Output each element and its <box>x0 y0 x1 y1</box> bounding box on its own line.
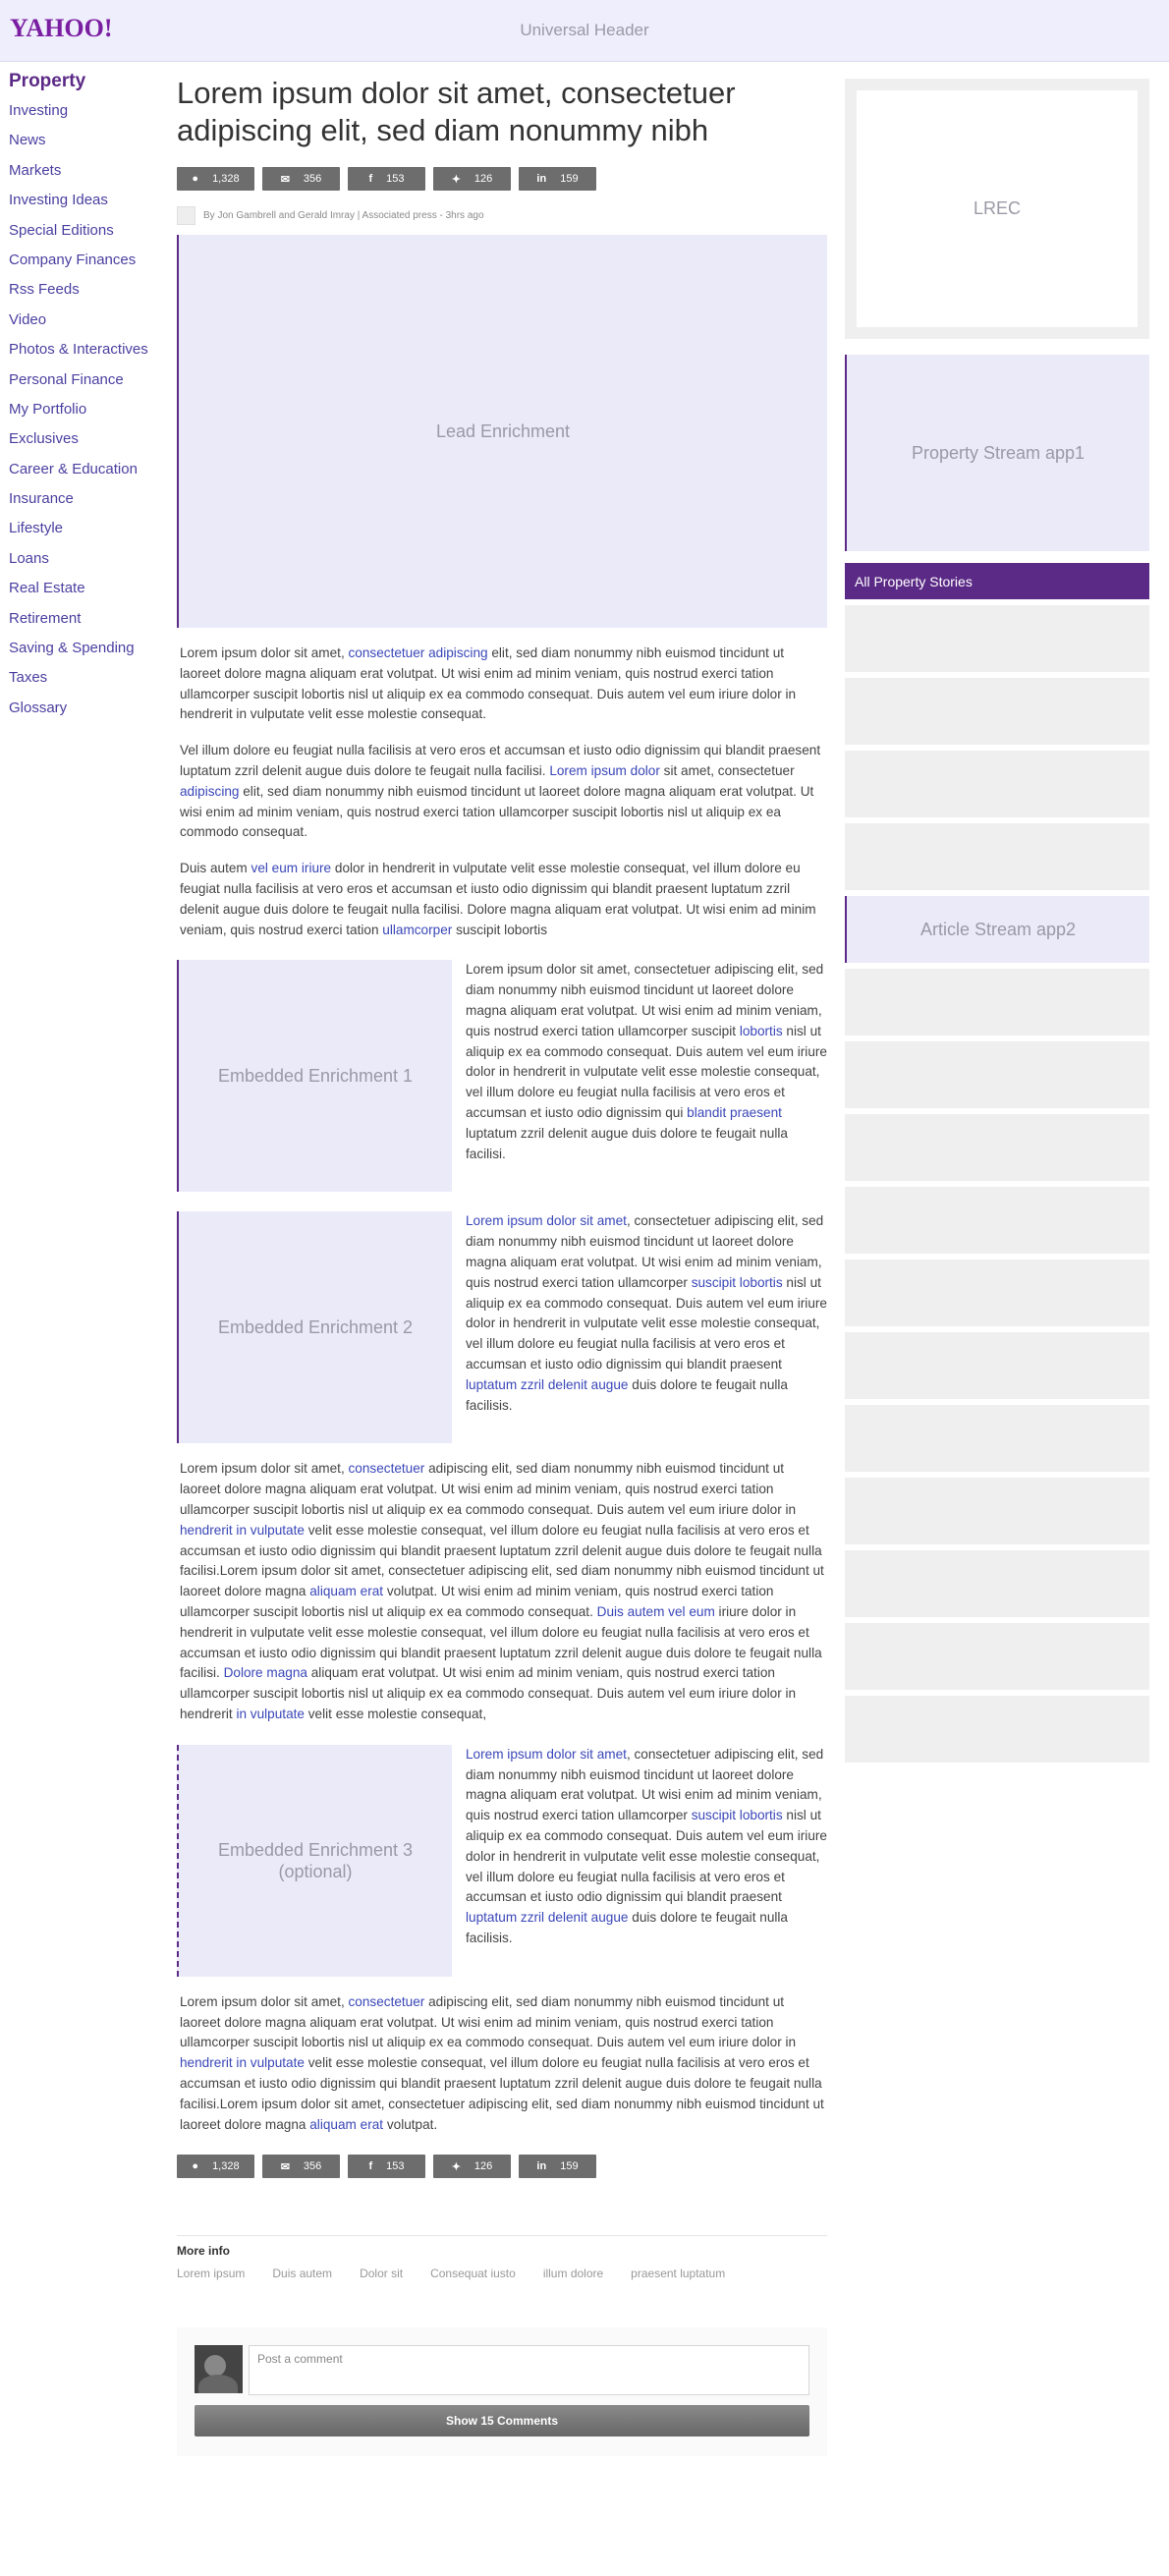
header-title: Universal Header <box>520 21 649 39</box>
byline-text: By Jon Gambrell and Gerald Imray | Associated press - 3hrs ago <box>203 210 484 221</box>
more-info-link[interactable]: illum dolore <box>542 2267 604 2281</box>
right-rail <box>845 79 1149 1763</box>
story-placeholder[interactable] <box>845 751 1149 817</box>
inline-link[interactable]: aliquam erat <box>309 1584 384 1599</box>
nav-item[interactable]: Insurance <box>9 490 74 508</box>
share-bar-bottom <box>177 2155 827 2178</box>
story-placeholder[interactable] <box>845 1041 1149 1108</box>
inline-link[interactable]: Duis autem vel eum <box>596 1603 715 1619</box>
inline-link[interactable]: vel eum iriure <box>250 861 332 876</box>
embed-row-2 <box>177 1211 827 1443</box>
left-nav <box>9 71 166 729</box>
embed-text-2: Lorem ipsum dolor sit amet, consectetuer adipiscing elit, sed diam nonummy nibh euismod tincidunt ut laoreet dolore magna aliquam erat volutpat. Ut wisi enim ad minim veniam, quis nostrud exerci tation ullamcorper suscipit lobortis nisl ut aliquip ex ea commodo consequat. Duis autem vel eum iriure dolor in hendrerit in vulputate velit esse molestie consequat, vel illum dolore eu feugiat nulla facilisis at vero eros et accumsan et iusto odio dignissim qui blandit praesent luptatum zzril delenit augue duis dolore te feugait nulla facilisis. <box>466 1213 827 1413</box>
byline <box>177 206 827 225</box>
linkedin-icon: in <box>536 173 547 185</box>
linkedin-share-button[interactable]: in 159 <box>519 167 596 191</box>
avatar <box>195 2345 243 2393</box>
yahoo-logo[interactable]: YAHOO! <box>10 14 113 42</box>
story-placeholder[interactable] <box>845 605 1149 672</box>
inline-link[interactable]: in vulputate <box>236 1706 305 1721</box>
article-title: Lorem ipsum dolor sit amet, consectetuer adipiscing elit, sed diam nonummy nibh <box>177 76 736 147</box>
twitter-share-button[interactable]: ✦ 126 <box>433 167 511 191</box>
inline-link[interactable]: consectetuer adipiscing <box>348 645 488 660</box>
nav-item[interactable]: Loans <box>9 549 49 567</box>
nav-property-title[interactable]: Property <box>9 71 86 91</box>
email-share-button[interactable]: ✉ 356 <box>262 167 340 191</box>
all-property-stories[interactable]: All Property Stories <box>845 563 1149 599</box>
more-info-link[interactable]: Lorem ipsum <box>177 2267 246 2281</box>
nav-item[interactable]: Photos & Interactives <box>9 341 148 359</box>
more-info <box>177 2235 827 2280</box>
nav-item[interactable]: My Portfolio <box>9 400 87 418</box>
linkedin-share-button[interactable]: in 159 <box>519 2155 596 2178</box>
embed-text-3: Lorem ipsum dolor sit amet, consectetuer adipiscing elit, sed diam nonummy nibh euismod tincidunt ut laoreet dolore magna aliquam erat volutpat. Ut wisi enim ad minim veniam, quis nostrud exerci tation ullamcorper suscipit lobortis nisl ut aliquip ex ea commodo consequat. Duis autem vel eum iriure dolor in hendrerit in vulputate velit esse molestie consequat, vel illum dolore eu feugiat nulla facilisis at vero eros et accumsan et iusto odio dignissim qui blandit praesent luptatum zzril delenit augue duis dolore te feugait nulla facilisis. <box>466 1746 827 1945</box>
story-placeholder[interactable] <box>845 969 1149 1036</box>
more-info-link[interactable]: Dolor sit <box>360 2267 404 2281</box>
embed-text-1: Lorem ipsum dolor sit amet, consectetuer adipiscing elit, sed diam nonummy nibh euismod tincidunt ut laoreet dolore magna aliquam erat volutpat. Ut wisi enim ad minim veniam, quis nostrud exerci tation ullamcorper suscipit lobortis nisl ut aliquip ex ea commodo consequat. Duis autem vel eum iriure dolor in hendrerit in vulputate velit esse molestie consequat, vel illum dolore eu feugiat nulla facilisis at vero eros et accumsan et iusto odio dignissim qui blandit praesent luptatum zzril delenit augue duis dolore te feugait nulla facilisi. <box>466 962 827 1161</box>
comment-icon: ● <box>192 173 199 185</box>
story-placeholder[interactable] <box>845 1114 1149 1181</box>
paragraph-1: Lorem ipsum dolor sit amet, consectetuer adipiscing elit, sed diam nonummy nibh euismod tincidunt ut laoreet dolore magna aliquam erat volutpat. Ut wisi enim ad minim veniam, quis nostrud exerci tation ullamcorper suscipit lobortis nisl ut aliquip ex ea commodo consequat. Duis autem vel eum iriure dolor in hendrerit in vulputate velit esse molestie consequat. <box>180 645 797 722</box>
facebook-icon: f <box>368 2160 373 2173</box>
nav-item[interactable]: Career & Education <box>9 460 138 477</box>
lead-enrichment: Lead Enrichment <box>177 235 827 628</box>
paragraph-4: Lorem ipsum dolor sit amet, consectetuer adipiscing elit, sed diam nonummy nibh euismod tincidunt ut laoreet dolore magna aliquam erat volutpat. Ut wisi enim ad minim veniam, quis nostrud exerci tation ullamcorper suscipit lobortis nisl ut aliquip ex ea commodo consequat. Duis autem vel eum iriure dolor in hendrerit in vulputate velit esse molestie consequat, vel illum dolore eu feugiat nulla facilisis at vero eros et accumsan et iusto odio dignissim qui blandit praesent luptatum zzril delenit augue duis dolore te feugait nulla facilisi.Lorem ipsum dolor sit amet, consectetuer adipiscing elit, sed diam nonummy nibh euismod tincidunt ut laoreet dolore magna aliquam erat volutpat. Ut wisi enim ad minim veniam, quis nostrud exerci tation ullamcorper suscipit lobortis nisl ut aliquip ex ea commodo consequat. Duis autem vel eum iriure dolor in hendrerit in vulputate velit esse molestie consequat, vel illum dolore eu feugiat nulla facilisis at vero eros et accumsan et iusto odio dignissim qui blandit praesent luptatum zzril delenit augue duis dolore te feugait nulla facilisi. Dolore magna aliquam erat volutpat. Ut wisi enim ad minim veniam, quis nostrud exerci tation ullamcorper suscipit lobortis nisl ut aliquip ex ea commodo consequat. Duis autem vel eum iriure dolor in hendrerit in vulputate velit esse molestie consequat, <box>180 1461 824 1721</box>
inline-link[interactable]: Dolore magna <box>223 1665 307 1681</box>
facebook-share-button[interactable]: f 153 <box>348 167 425 191</box>
comments-share-button[interactable]: ● 1,328 <box>177 167 254 191</box>
inline-link[interactable]: Lorem ipsum dolor sit amet <box>466 1746 627 1762</box>
story-placeholder[interactable] <box>845 1260 1149 1326</box>
nav-item[interactable]: Video <box>9 310 47 328</box>
paragraph-2: Vel illum dolore eu feugiat nulla facilisis at vero eros et accumsan et iusto odio dignissim qui blandit praesent luptatum zzril delenit augue duis dolore te feugait nulla facilisi. Lorem ipsum dolor sit amet, consectetuer adipiscing elit, sed diam nonummy nibh euismod tincidunt ut laoreet dolore magna aliquam erat volutpat. Ut wisi enim ad minim veniam, quis nostrud exerci tation ullamcorper suscipit lobortis nisl ut aliquip ex ea commodo consequat. <box>180 743 821 840</box>
email-share-button[interactable]: ✉ 356 <box>262 2155 340 2178</box>
nav-item[interactable]: Markets <box>9 161 62 179</box>
inline-link[interactable]: consectetuer <box>348 1993 425 2009</box>
inline-link[interactable]: hendrerit in vulputate <box>180 1522 305 1538</box>
nav-item[interactable]: Company Finances <box>9 251 137 268</box>
inline-link[interactable]: suscipit lobortis <box>691 1808 783 1823</box>
inline-link[interactable]: luptatum zzril delenit augue <box>466 1376 629 1392</box>
nav-item[interactable]: Retirement <box>9 609 82 627</box>
inline-link[interactable]: hendrerit in vulputate <box>180 2055 305 2071</box>
paragraph-5: Lorem ipsum dolor sit amet, consectetuer adipiscing elit, sed diam nonummy nibh euismod tincidunt ut laoreet dolore magna aliquam erat volutpat. Ut wisi enim ad minim veniam, quis nostrud exerci tation ullamcorper suscipit lobortis nisl ut aliquip ex ea commodo consequat. Duis autem vel eum iriure dolor in hendrerit in vulputate velit esse molestie consequat, vel illum dolore eu feugiat nulla facilisis at vero eros et accumsan et iusto odio dignissim qui blandit praesent luptatum zzril delenit augue duis dolore te feugait nulla facilisi.Lorem ipsum dolor sit amet, consectetuer adipiscing elit, sed diam nonummy nibh euismod tincidunt ut laoreet dolore magna aliquam erat volutpat. <box>180 1993 824 2132</box>
nav-item[interactable]: Taxes <box>9 669 48 687</box>
nav-item[interactable]: Special Editions <box>9 221 114 239</box>
facebook-icon: f <box>368 173 373 185</box>
story-placeholder[interactable] <box>845 823 1149 890</box>
more-info-title: More info <box>177 2244 230 2259</box>
twitter-share-button[interactable]: ✦ 126 <box>433 2155 511 2178</box>
property-stream-app1: Property Stream app1 <box>845 355 1149 551</box>
nav-item[interactable]: Rss Feeds <box>9 281 80 299</box>
comment-input[interactable]: Post a comment <box>249 2345 809 2395</box>
author-thumbnail <box>177 206 195 225</box>
story-placeholder[interactable] <box>845 678 1149 745</box>
inline-link[interactable]: lobortis <box>739 1023 783 1038</box>
linkedin-icon: in <box>536 2160 547 2173</box>
inline-link[interactable]: consectetuer <box>348 1461 425 1477</box>
twitter-icon: ✦ <box>451 173 461 186</box>
facebook-share-button[interactable]: f 153 <box>348 2155 425 2178</box>
show-comments-button[interactable]: Show 15 Comments <box>195 2405 809 2436</box>
story-placeholder[interactable] <box>845 1550 1149 1617</box>
mail-icon: ✉ <box>280 2160 290 2173</box>
twitter-icon: ✦ <box>451 2160 461 2173</box>
more-info-links <box>177 2267 827 2280</box>
embedded-enrichment-2: Embedded Enrichment 2 <box>177 1211 452 1443</box>
story-placeholder[interactable] <box>845 1623 1149 1690</box>
nav-item[interactable]: Real Estate <box>9 580 85 597</box>
story-placeholder[interactable] <box>845 1478 1149 1544</box>
embed-row-1 <box>177 960 827 1192</box>
nav-item[interactable]: Lifestyle <box>9 520 64 537</box>
nav-item[interactable]: Glossary <box>9 699 68 716</box>
story-placeholder[interactable] <box>845 1696 1149 1763</box>
story-placeholder[interactable] <box>845 1405 1149 1472</box>
lrec-ad: LREC <box>845 79 1149 339</box>
embedded-enrichment-1: Embedded Enrichment 1 <box>177 960 452 1192</box>
nav-item[interactable]: Exclusives <box>9 430 79 448</box>
inline-link[interactable]: adipiscing <box>180 783 240 799</box>
paragraph-3: Duis autem vel eum iriure dolor in hendrerit in vulputate velit esse molestie consequat, vel illum dolore eu feugiat nulla facilisis at vero eros et accumsan et iusto odio dignissim qui blandit praesent luptatum zzril delenit augue duis dolore te feugait nulla facilisi. Dolore magna aliquam erat volutpat. Ut wisi enim ad minim veniam, quis nostrud exerci tation ullamcorper suscipit lobortis <box>180 861 816 937</box>
nav-item[interactable]: News <box>9 132 46 149</box>
embedded-enrichment-3: Embedded Enrichment 3 (optional) <box>177 1745 452 1977</box>
embed-row-3 <box>177 1745 827 1977</box>
mail-icon: ✉ <box>280 173 290 186</box>
article-stream-app2: Article Stream app2 <box>845 896 1149 963</box>
comments-share-button[interactable]: ● 1,328 <box>177 2155 254 2178</box>
universal-header <box>0 0 1169 62</box>
more-info-link[interactable]: Consequat iusto <box>430 2267 516 2281</box>
share-bar-top <box>177 167 827 191</box>
inline-link[interactable]: Lorem ipsum dolor <box>549 762 660 778</box>
nav-item[interactable]: Saving & Spending <box>9 640 135 657</box>
story-placeholder[interactable] <box>845 1332 1149 1399</box>
nav-item[interactable]: Investing Ideas <box>9 192 108 209</box>
inline-link[interactable]: suscipit lobortis <box>691 1274 783 1290</box>
more-info-link[interactable]: Duis autem <box>272 2267 333 2281</box>
nav-item[interactable]: Personal Finance <box>9 370 124 388</box>
inline-link[interactable]: aliquam erat <box>309 2116 384 2132</box>
inline-link[interactable]: ullamcorper <box>382 922 453 937</box>
inline-link[interactable]: luptatum zzril delenit augue <box>466 1910 629 1926</box>
inline-link[interactable]: Lorem ipsum dolor sit amet <box>466 1213 627 1229</box>
inline-link[interactable]: blandit praesent <box>687 1104 782 1120</box>
story-placeholder[interactable] <box>845 1187 1149 1254</box>
more-info-link[interactable]: praesent luptatum <box>631 2267 726 2281</box>
article-main <box>177 69 827 2456</box>
comments-section <box>177 2327 827 2456</box>
nav-item[interactable]: Investing <box>9 102 69 119</box>
comment-icon: ● <box>192 2160 199 2173</box>
